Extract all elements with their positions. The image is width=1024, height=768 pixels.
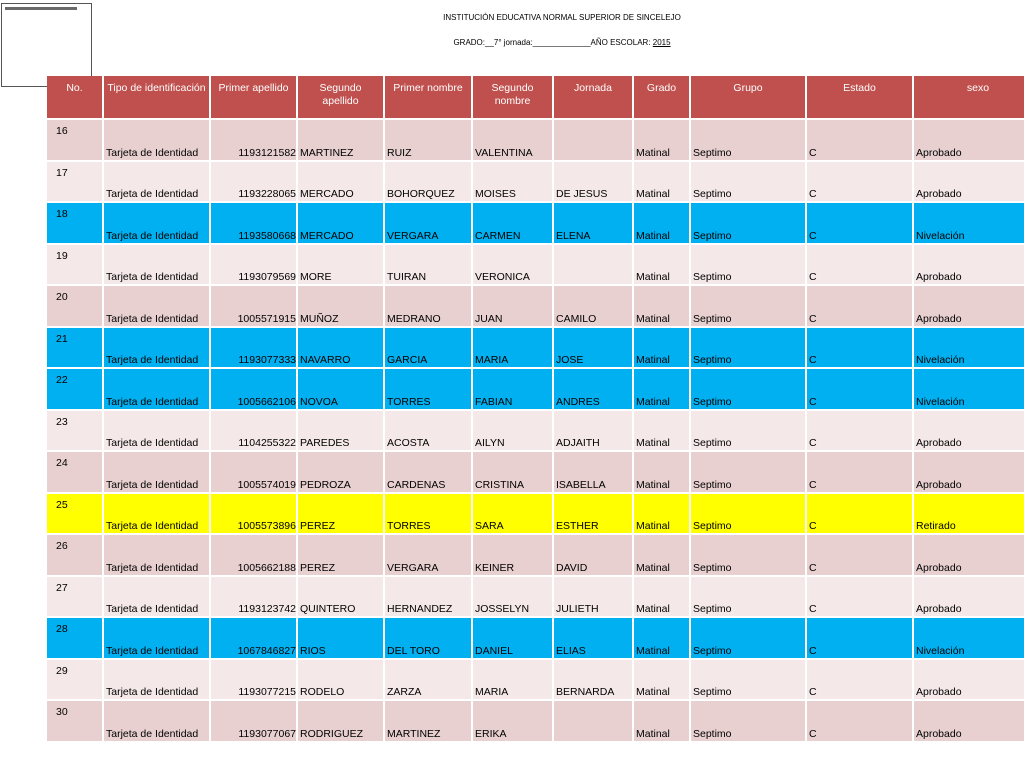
cell-estado[interactable]: Aprobado <box>913 451 1024 493</box>
cell-no[interactable]: 17 <box>47 161 103 203</box>
cell-segundo-nombre[interactable] <box>553 700 633 742</box>
col-header-primer-nombre[interactable]: Primer nombre <box>384 76 472 119</box>
cell-segundo-apellido[interactable]: TORRES <box>384 493 472 535</box>
table-header-row <box>47 76 1024 119</box>
cell-segundo-apellido[interactable]: DEL TORO <box>384 617 472 659</box>
cell-documento[interactable]: 1005574019 <box>210 451 297 493</box>
cell-tipo-identificacion[interactable]: Tarjeta de Identidad <box>103 244 210 286</box>
cell-grupo[interactable]: C <box>806 119 913 161</box>
cell-jornada[interactable]: Matinal <box>633 493 690 535</box>
table-row[interactable] <box>47 410 1024 452</box>
cell-primer-apellido[interactable]: MERCADO <box>297 202 384 244</box>
cell-jornada[interactable]: Matinal <box>633 119 690 161</box>
cell-grupo[interactable]: C <box>806 327 913 369</box>
cell-documento[interactable]: 1193077215 <box>210 659 297 701</box>
table-row[interactable] <box>47 244 1024 286</box>
cell-no[interactable]: 18 <box>47 202 103 244</box>
cell-primer-nombre[interactable]: DANIEL <box>472 617 553 659</box>
cell-grado[interactable]: Septimo <box>690 161 806 203</box>
cell-tipo-identificacion[interactable]: Tarjeta de Identidad <box>103 285 210 327</box>
cell-estado[interactable]: Nivelación <box>913 327 1024 369</box>
cell-primer-nombre[interactable]: CRISTINA <box>472 451 553 493</box>
cell-segundo-apellido[interactable]: BOHORQUEZ <box>384 161 472 203</box>
cell-segundo-apellido[interactable]: RUIZ <box>384 119 472 161</box>
cell-grado[interactable]: Septimo <box>690 493 806 535</box>
cell-no[interactable]: 26 <box>47 534 103 576</box>
table-row[interactable] <box>47 119 1024 161</box>
cell-jornada[interactable]: Matinal <box>633 410 690 452</box>
cell-segundo-apellido[interactable]: TORRES <box>384 368 472 410</box>
col-header-jornada[interactable]: Jornada <box>553 76 633 119</box>
cell-grado[interactable]: Septimo <box>690 410 806 452</box>
cell-grupo[interactable]: C <box>806 576 913 618</box>
cell-no[interactable]: 27 <box>47 576 103 618</box>
cell-estado[interactable]: Nivelación <box>913 202 1024 244</box>
cell-tipo-identificacion[interactable]: Tarjeta de Identidad <box>103 368 210 410</box>
cell-primer-nombre[interactable]: JOSSELYN <box>472 576 553 618</box>
cell-no[interactable]: 16 <box>47 119 103 161</box>
cell-primer-nombre[interactable]: CARMEN <box>472 202 553 244</box>
table-row[interactable] <box>47 493 1024 535</box>
cell-grupo[interactable]: C <box>806 617 913 659</box>
cell-tipo-identificacion[interactable]: Tarjeta de Identidad <box>103 493 210 535</box>
col-header-grupo[interactable]: Grupo <box>690 76 806 119</box>
cell-primer-nombre[interactable]: MARIA <box>472 327 553 369</box>
cell-tipo-identificacion[interactable]: Tarjeta de Identidad <box>103 617 210 659</box>
cell-grupo[interactable]: C <box>806 451 913 493</box>
cell-primer-nombre[interactable]: KEINER <box>472 534 553 576</box>
cell-estado[interactable]: Aprobado <box>913 700 1024 742</box>
cell-segundo-nombre[interactable]: JULIETH <box>553 576 633 618</box>
cell-primer-apellido[interactable]: MARTINEZ <box>297 119 384 161</box>
cell-primer-apellido[interactable]: RODELO <box>297 659 384 701</box>
table-row[interactable] <box>47 659 1024 701</box>
cell-segundo-nombre[interactable]: CAMILO <box>553 285 633 327</box>
cell-primer-apellido[interactable]: RIOS <box>297 617 384 659</box>
cell-tipo-identificacion[interactable]: Tarjeta de Identidad <box>103 119 210 161</box>
cell-primer-apellido[interactable]: NAVARRO <box>297 327 384 369</box>
col-header-estado[interactable]: Estado <box>806 76 913 119</box>
cell-segundo-nombre[interactable]: ADJAITH <box>553 410 633 452</box>
cell-primer-apellido[interactable]: NOVOA <box>297 368 384 410</box>
cell-primer-nombre[interactable]: JUAN <box>472 285 553 327</box>
cell-grupo[interactable]: C <box>806 202 913 244</box>
cell-documento[interactable]: 1193228065 <box>210 161 297 203</box>
cell-segundo-nombre[interactable]: ISABELLA <box>553 451 633 493</box>
cell-jornada[interactable]: Matinal <box>633 576 690 618</box>
cell-grado[interactable]: Septimo <box>690 368 806 410</box>
cell-grado[interactable]: Septimo <box>690 451 806 493</box>
cell-estado[interactable]: Aprobado <box>913 244 1024 286</box>
cell-grado[interactable]: Septimo <box>690 285 806 327</box>
cell-tipo-identificacion[interactable]: Tarjeta de Identidad <box>103 451 210 493</box>
cell-no[interactable]: 28 <box>47 617 103 659</box>
cell-segundo-nombre[interactable]: ELENA <box>553 202 633 244</box>
cell-grado[interactable]: Septimo <box>690 327 806 369</box>
table-row[interactable] <box>47 617 1024 659</box>
cell-segundo-apellido[interactable]: TUIRAN <box>384 244 472 286</box>
cell-segundo-apellido[interactable]: GARCIA <box>384 327 472 369</box>
cell-grado[interactable]: Septimo <box>690 576 806 618</box>
cell-grupo[interactable]: C <box>806 285 913 327</box>
table-row[interactable] <box>47 161 1024 203</box>
cell-primer-nombre[interactable]: AILYN <box>472 410 553 452</box>
cell-segundo-nombre[interactable]: JOSE <box>553 327 633 369</box>
cell-tipo-identificacion[interactable]: Tarjeta de Identidad <box>103 410 210 452</box>
students-table <box>47 76 1024 743</box>
cell-estado[interactable]: Nivelación <box>913 368 1024 410</box>
cell-segundo-nombre[interactable] <box>553 119 633 161</box>
cell-segundo-nombre[interactable] <box>553 244 633 286</box>
cell-segundo-apellido[interactable]: ZARZA <box>384 659 472 701</box>
cell-grado[interactable]: Septimo <box>690 244 806 286</box>
document-title: INSTITUCIÓN EDUCATIVA NORMAL SUPERIOR DE SINCELEJO <box>443 13 681 22</box>
cell-tipo-identificacion[interactable]: Tarjeta de Identidad <box>103 327 210 369</box>
cell-no[interactable]: 25 <box>47 493 103 535</box>
col-header-segundo-apellido[interactable]: Segundo apellido <box>297 76 384 119</box>
cell-documento[interactable]: 1104255322 <box>210 410 297 452</box>
cell-grupo[interactable]: C <box>806 368 913 410</box>
col-header-grado[interactable]: Grado <box>633 76 690 119</box>
cell-grupo[interactable]: C <box>806 244 913 286</box>
cell-primer-apellido[interactable]: PEDROZA <box>297 451 384 493</box>
col-header-tipo[interactable]: Tipo de identificación <box>103 76 210 119</box>
cell-primer-apellido[interactable]: RODRIGUEZ <box>297 700 384 742</box>
table-row[interactable] <box>47 451 1024 493</box>
cell-estado[interactable]: Aprobado <box>913 410 1024 452</box>
cell-segundo-apellido[interactable]: ACOSTA <box>384 410 472 452</box>
table-row[interactable] <box>47 534 1024 576</box>
cell-segundo-nombre[interactable]: DE JESUS <box>553 161 633 203</box>
cell-no[interactable]: 24 <box>47 451 103 493</box>
cell-segundo-apellido[interactable]: MARTINEZ <box>384 700 472 742</box>
logo-caption-mark <box>5 7 77 10</box>
cell-primer-nombre[interactable]: ERIKA <box>472 700 553 742</box>
cell-jornada[interactable]: Matinal <box>633 368 690 410</box>
cell-segundo-apellido[interactable]: CARDENAS <box>384 451 472 493</box>
cell-tipo-identificacion[interactable]: Tarjeta de Identidad <box>103 202 210 244</box>
cell-grado[interactable]: Septimo <box>690 202 806 244</box>
cell-documento[interactable]: 1005571915 <box>210 285 297 327</box>
cell-primer-apellido[interactable]: PEREZ <box>297 534 384 576</box>
cell-documento[interactable]: 1193580668 <box>210 202 297 244</box>
cell-jornada[interactable]: Matinal <box>633 202 690 244</box>
cell-jornada[interactable]: Matinal <box>633 451 690 493</box>
cell-segundo-nombre[interactable]: ANDRES <box>553 368 633 410</box>
cell-primer-apellido[interactable]: PEREZ <box>297 493 384 535</box>
cell-primer-apellido[interactable]: PAREDES <box>297 410 384 452</box>
cell-primer-apellido[interactable]: MORE <box>297 244 384 286</box>
table-row[interactable] <box>47 285 1024 327</box>
cell-documento[interactable]: 1193079569 <box>210 244 297 286</box>
cell-no[interactable]: 21 <box>47 327 103 369</box>
cell-grupo[interactable]: C <box>806 659 913 701</box>
cell-grupo[interactable]: C <box>806 161 913 203</box>
cell-documento[interactable]: 1193121582 <box>210 119 297 161</box>
col-header-primer-apellido[interactable]: Primer apellido <box>210 76 297 119</box>
cell-documento[interactable]: 1193123742 <box>210 576 297 618</box>
cell-primer-apellido[interactable]: MUÑOZ <box>297 285 384 327</box>
cell-segundo-apellido[interactable]: HERNANDEZ <box>384 576 472 618</box>
school-year: 2015 <box>652 38 671 47</box>
cell-jornada[interactable]: Matinal <box>633 659 690 701</box>
cell-jornada[interactable]: Matinal <box>633 700 690 742</box>
cell-documento[interactable]: 1193077067 <box>210 700 297 742</box>
cell-tipo-identificacion[interactable]: Tarjeta de Identidad <box>103 700 210 742</box>
cell-jornada[interactable]: Matinal <box>633 617 690 659</box>
cell-no[interactable]: 29 <box>47 659 103 701</box>
cell-primer-nombre[interactable]: MOISES <box>472 161 553 203</box>
col-header-sexo[interactable]: sexo <box>913 76 1024 119</box>
col-header-no[interactable]: No. <box>47 76 103 119</box>
cell-estado[interactable]: Aprobado <box>913 161 1024 203</box>
cell-primer-nombre[interactable]: FABIAN <box>472 368 553 410</box>
cell-jornada[interactable]: Matinal <box>633 244 690 286</box>
cell-grupo[interactable]: C <box>806 493 913 535</box>
cell-grupo[interactable]: C <box>806 410 913 452</box>
cell-jornada[interactable]: Matinal <box>633 327 690 369</box>
cell-no[interactable]: 30 <box>47 700 103 742</box>
cell-documento[interactable]: 1005662106 <box>210 368 297 410</box>
cell-jornada[interactable]: Matinal <box>633 534 690 576</box>
cell-primer-nombre[interactable]: VERONICA <box>472 244 553 286</box>
cell-grado[interactable]: Septimo <box>690 659 806 701</box>
cell-primer-nombre[interactable]: VALENTINA <box>472 119 553 161</box>
cell-estado[interactable]: Nivelación <box>913 617 1024 659</box>
cell-grado[interactable]: Septimo <box>690 700 806 742</box>
cell-primer-apellido[interactable]: MERCADO <box>297 161 384 203</box>
document-subtitle <box>0 38 1024 47</box>
table-row[interactable] <box>47 202 1024 244</box>
cell-documento[interactable]: 1067846827 <box>210 617 297 659</box>
cell-no[interactable]: 19 <box>47 244 103 286</box>
cell-grupo[interactable]: C <box>806 534 913 576</box>
cell-grado[interactable]: Septimo <box>690 119 806 161</box>
cell-segundo-apellido[interactable]: MEDRANO <box>384 285 472 327</box>
subtitle-prefix: GRADO:__7° jornada:_____________AÑO ESCOLAR: <box>453 38 653 47</box>
cell-grado[interactable]: Septimo <box>690 617 806 659</box>
cell-no[interactable]: 22 <box>47 368 103 410</box>
cell-tipo-identificacion[interactable]: Tarjeta de Identidad <box>103 534 210 576</box>
cell-tipo-identificacion[interactable]: Tarjeta de Identidad <box>103 161 210 203</box>
cell-segundo-nombre[interactable]: BERNARDA <box>553 659 633 701</box>
cell-no[interactable]: 20 <box>47 285 103 327</box>
cell-documento[interactable]: 1005662188 <box>210 534 297 576</box>
cell-grado[interactable]: Septimo <box>690 534 806 576</box>
cell-jornada[interactable]: Matinal <box>633 285 690 327</box>
cell-primer-nombre[interactable]: SARA <box>472 493 553 535</box>
cell-segundo-nombre[interactable]: DAVID <box>553 534 633 576</box>
table-row[interactable] <box>47 700 1024 742</box>
table-row[interactable] <box>47 368 1024 410</box>
cell-estado[interactable]: Aprobado <box>913 534 1024 576</box>
cell-segundo-nombre[interactable]: ELIAS <box>553 617 633 659</box>
cell-segundo-nombre[interactable]: ESTHER <box>553 493 633 535</box>
table-row[interactable] <box>47 327 1024 369</box>
table-row[interactable] <box>47 576 1024 618</box>
cell-segundo-apellido[interactable]: VERGARA <box>384 202 472 244</box>
cell-primer-nombre[interactable]: MARIA <box>472 659 553 701</box>
cell-tipo-identificacion[interactable]: Tarjeta de Identidad <box>103 576 210 618</box>
cell-estado[interactable]: Aprobado <box>913 659 1024 701</box>
cell-estado[interactable]: Aprobado <box>913 576 1024 618</box>
col-header-segundo-nombre[interactable]: Segundo nombre <box>472 76 553 119</box>
cell-grupo[interactable]: C <box>806 700 913 742</box>
cell-estado[interactable]: Retirado <box>913 493 1024 535</box>
cell-no[interactable]: 23 <box>47 410 103 452</box>
cell-documento[interactable]: 1193077333 <box>210 327 297 369</box>
cell-jornada[interactable]: Matinal <box>633 161 690 203</box>
cell-segundo-apellido[interactable]: VERGARA <box>384 534 472 576</box>
cell-primer-apellido[interactable]: QUINTERO <box>297 576 384 618</box>
table-body <box>47 119 1024 742</box>
cell-estado[interactable]: Aprobado <box>913 285 1024 327</box>
cell-documento[interactable]: 1005573896 <box>210 493 297 535</box>
cell-tipo-identificacion[interactable]: Tarjeta de Identidad <box>103 659 210 701</box>
cell-estado[interactable]: Aprobado <box>913 119 1024 161</box>
